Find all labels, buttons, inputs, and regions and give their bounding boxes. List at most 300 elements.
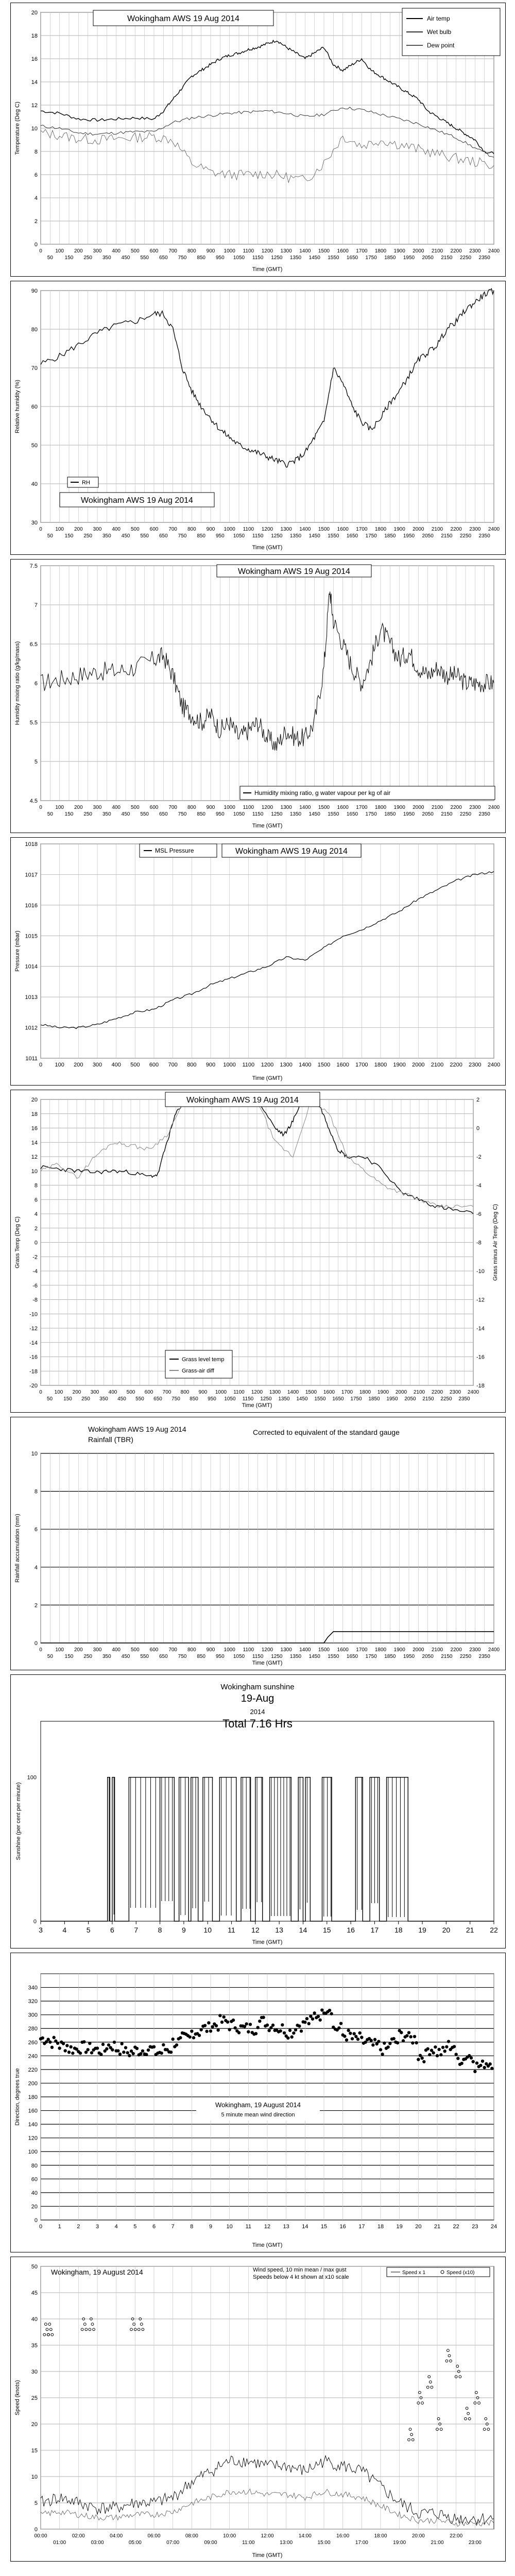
y-tick-label: 90 <box>31 288 38 294</box>
x-tick-label: 1700 <box>341 1389 353 1395</box>
y-tick-label: 280 <box>28 2026 38 2032</box>
x-tick-label: 1650 <box>346 1654 358 1659</box>
wind-direction-point <box>86 2048 89 2051</box>
x-tick-label: 1500 <box>318 248 330 254</box>
x-tick-label: 2350 <box>478 1654 490 1659</box>
x-tick-label: 1000 <box>224 527 235 532</box>
y-tick-label: 20 <box>31 10 38 16</box>
x-axis-label: Time (GMT) <box>252 1660 283 1666</box>
x-tick-label: 450 <box>121 533 130 539</box>
x-tick-label: 350 <box>99 1396 108 1402</box>
wind-direction-point <box>96 2046 99 2049</box>
wind-direction-point <box>379 2048 382 2051</box>
x-axis-label: Time (GMT) <box>252 266 283 273</box>
x-tick-label: 850 <box>197 1654 206 1659</box>
x-tick-label: 14 <box>302 2224 308 2230</box>
wind-direction-point <box>377 2040 380 2043</box>
x-tick-label: 14:00 <box>298 2533 312 2539</box>
x-tick-label: 1750 <box>365 1654 377 1659</box>
x-tick-label: 1400 <box>299 248 311 254</box>
x-tick-label: 21 <box>466 1926 474 1934</box>
wind-direction-point <box>411 2041 414 2044</box>
x-tick-label: 2000 <box>413 1647 424 1653</box>
x-tick-label: 100 <box>55 805 64 810</box>
y-tick-label: 2 <box>34 1225 38 1232</box>
wind-direction-point <box>245 2022 248 2025</box>
x-tick-label: 850 <box>197 811 206 817</box>
wind-direction-point <box>337 2026 340 2029</box>
wind-direction-point <box>400 2031 403 2034</box>
x-tick-label: 150 <box>63 1396 72 1402</box>
x-tick-label: 19 <box>418 1926 426 1934</box>
x-tick-label: 2200 <box>450 248 462 254</box>
y-tick-label: 30 <box>31 520 38 526</box>
x-tick-label: 1850 <box>384 533 396 539</box>
wind-direction-point <box>303 2021 306 2024</box>
wind-direction-point <box>279 2029 282 2032</box>
wind-direction-point <box>266 2024 269 2027</box>
humidity-chart <box>11 281 504 553</box>
y-tick-label: 6 <box>34 1527 38 1533</box>
x-tick-label: 1200 <box>261 527 273 532</box>
x-tick-label: 700 <box>168 527 178 532</box>
wind-direction-point <box>347 2029 350 2032</box>
wind-direction-point <box>456 2057 459 2060</box>
y-tick-label: 4 <box>34 1211 38 1217</box>
y-tick-label: 100 <box>28 2149 38 2156</box>
wind-direction-point <box>101 2043 105 2046</box>
wind-direction-point <box>441 2046 444 2049</box>
x-tick-label: 2100 <box>431 527 443 532</box>
y2-tick-label: -10 <box>476 1268 485 1275</box>
wind-direction-point <box>432 2051 435 2054</box>
x-tick-label: 1450 <box>308 255 320 261</box>
legend-label: Grass level temp <box>182 1357 225 1363</box>
x-tick-label: 2050 <box>404 1396 416 1402</box>
y-tick-label: -4 <box>32 1268 38 1275</box>
wind-direction-point <box>383 2042 386 2045</box>
x-tick-label: 1400 <box>299 527 311 532</box>
x-tick-label: 1900 <box>393 1647 405 1653</box>
x-tick-label: 2250 <box>459 255 472 261</box>
x-tick-label: 600 <box>149 1647 159 1653</box>
y-tick-label: 35 <box>31 2343 38 2349</box>
x-tick-label: 2400 <box>487 1062 501 1068</box>
wind-direction-point <box>428 2053 431 2056</box>
x-tick-label: 1050 <box>224 1396 236 1402</box>
x-tick-label: 16:00 <box>336 2533 350 2539</box>
y-tick-label: 8 <box>34 1182 38 1189</box>
x-tick-label: 1600 <box>337 805 349 810</box>
x-tick-label: 350 <box>102 533 111 539</box>
wind-direction-point <box>351 2037 354 2040</box>
x-tick-label: 50 <box>47 533 53 539</box>
x-tick-label: 1800 <box>374 248 387 254</box>
temperature-chart-panel <box>10 3 506 277</box>
x-tick-label: 8 <box>158 1926 162 1934</box>
x-tick-label: 1900 <box>393 248 405 254</box>
x-tick-label: 600 <box>144 1389 153 1395</box>
x-tick-label: 1850 <box>384 1654 396 1659</box>
x-tick-label: 1200 <box>251 1389 263 1395</box>
x-tick-label: 2300 <box>469 1647 481 1653</box>
x-tick-label: 11:00 <box>242 2540 255 2546</box>
wind-direction-point <box>111 2048 114 2051</box>
x-tick-label: 1800 <box>374 805 387 810</box>
x-tick-label: 2350 <box>478 533 490 539</box>
x-tick-label: 50 <box>47 811 53 817</box>
wind-direction-point <box>152 2045 156 2048</box>
chart-title: Wokingham AWS 19 Aug 2014 <box>81 496 193 505</box>
wind-direction-point <box>145 2053 148 2056</box>
wind-direction-point <box>147 2048 150 2052</box>
x-tick-label: 2050 <box>422 255 434 261</box>
wind-direction-point <box>481 2059 484 2062</box>
chart-title: Wokingham AWS 19 Aug 2014 <box>238 567 350 576</box>
x-tick-label: 20 <box>442 1926 451 1934</box>
chart-total: Total 7.16 Hrs <box>222 1717 293 1730</box>
wind-direction-point <box>141 2049 144 2053</box>
wind-direction-point <box>352 2032 355 2035</box>
x-tick-label: 1350 <box>278 1396 290 1402</box>
x-tick-label: 1950 <box>403 811 415 817</box>
x-tick-label: 20:00 <box>411 2533 425 2539</box>
rainfall-chart-panel <box>10 1417 506 1670</box>
y-tick-label: 5 <box>34 2500 38 2506</box>
y-tick-label: 7.5 <box>29 563 38 569</box>
x-tick-label: 450 <box>121 255 130 261</box>
x-tick-label: 800 <box>187 1062 197 1068</box>
y-tick-label: 180 <box>28 2094 38 2100</box>
x-tick-label: 1000 <box>223 1062 236 1068</box>
x-tick-label: 1300 <box>280 805 292 810</box>
wind-direction-point <box>58 2046 61 2049</box>
y-tick-label: 60 <box>31 2176 38 2183</box>
x-tick-label: 4 <box>114 2224 118 2230</box>
x-tick-label: 2250 <box>440 1396 452 1402</box>
wind-direction-point <box>286 2037 289 2040</box>
plot-area <box>41 1721 494 1921</box>
wind-direction-point <box>209 2029 212 2032</box>
y2-axis-label: Grass minus Air Temp (Deg C) <box>492 1204 499 1281</box>
x-tick-label: 10 <box>226 2224 233 2230</box>
wind-direction-point <box>488 2062 491 2065</box>
x-tick-label: 750 <box>178 255 187 261</box>
humidity-chart-panel <box>10 281 506 555</box>
x-tick-label: 400 <box>108 1389 117 1395</box>
y-axis-label: Direction, degrees true <box>14 2068 21 2126</box>
x-tick-label: 17 <box>358 2224 365 2230</box>
y-tick-label: -20 <box>29 1383 38 1389</box>
wind-direction-point <box>426 2047 429 2050</box>
x-tick-label: 1450 <box>296 1396 308 1402</box>
x-tick-label: 2350 <box>478 811 490 817</box>
wind-direction-point <box>175 2043 178 2046</box>
x-tick-label: 1250 <box>271 1654 283 1659</box>
x-tick-label: 2350 <box>458 1396 470 1402</box>
x-tick-label: 03:00 <box>91 2540 104 2546</box>
x-tick-label: 750 <box>171 1396 180 1402</box>
x-tick-label: 100 <box>55 527 64 532</box>
x-tick-label: 1700 <box>356 805 368 810</box>
y-tick-label: 4 <box>34 1564 38 1571</box>
x-tick-label: 1000 <box>215 1389 227 1395</box>
x-tick-label: 750 <box>178 811 187 817</box>
wind-direction-point <box>343 2035 346 2038</box>
x-tick-label: 1400 <box>299 1647 311 1653</box>
y-tick-label: 50 <box>31 2264 38 2270</box>
wind-direction-point <box>82 2040 85 2043</box>
x-tick-label: 0 <box>39 2224 43 2230</box>
pressure-chart-panel <box>10 837 506 1086</box>
wind-direction-point <box>271 2024 274 2027</box>
x-tick-label: 1200 <box>261 1062 274 1068</box>
x-tick-label: 1550 <box>314 1396 326 1402</box>
x-tick-label: 50 <box>47 255 53 261</box>
x-tick-label: 1900 <box>393 1062 406 1068</box>
chart-note: Speeds below 4 kt shown at x10 scale <box>253 2274 349 2280</box>
x-tick-label: 950 <box>208 1396 216 1402</box>
wind-direction-point <box>262 2016 265 2019</box>
x-tick-label: 1000 <box>224 248 235 254</box>
wind-direction-point <box>313 2011 316 2014</box>
wind-direction-point <box>254 2032 258 2035</box>
y-tick-label: 80 <box>31 327 38 333</box>
wind-direction-point <box>402 2039 405 2042</box>
y-tick-label: 300 <box>28 2012 38 2019</box>
x-tick-label: 900 <box>206 805 215 810</box>
x-tick-label: 1900 <box>377 1389 389 1395</box>
x-tick-label: 1350 <box>289 1654 302 1659</box>
wind-direction-point <box>288 2029 291 2032</box>
x-tick-label: 500 <box>130 1062 140 1068</box>
x-tick-label: 1100 <box>242 1062 255 1068</box>
x-tick-label: 2200 <box>450 1062 462 1068</box>
x-tick-label: 2250 <box>459 811 472 817</box>
wind-direction-point <box>258 2020 261 2023</box>
y-tick-label: 220 <box>28 2066 38 2073</box>
x-tick-label: 11 <box>245 2224 252 2230</box>
x-tick-label: 17 <box>370 1926 379 1934</box>
rainfall-chart <box>11 1417 504 1669</box>
temperature-chart <box>11 3 504 275</box>
wind-direction-point <box>228 2028 231 2031</box>
wind-direction-point <box>56 2042 59 2045</box>
x-tick-label: 1250 <box>271 811 283 817</box>
y-tick-label: 0 <box>33 1919 37 1925</box>
wind-direction-point <box>422 2060 425 2063</box>
y-tick-label: -8 <box>32 1297 38 1303</box>
wind-direction-point <box>126 2051 129 2054</box>
x-tick-label: 10 <box>203 1926 212 1934</box>
x-tick-label: 21:00 <box>431 2540 444 2546</box>
x-tick-label: 600 <box>149 248 159 254</box>
wind-direction-point <box>105 2047 108 2050</box>
wind-direction-point <box>190 2029 193 2032</box>
wind-direction-point <box>203 2024 207 2027</box>
x-tick-label: 650 <box>159 255 168 261</box>
wind-direction-point <box>122 2050 125 2054</box>
x-tick-label: 23 <box>472 2224 478 2230</box>
wind-direction-point <box>434 2045 437 2048</box>
x-tick-label: 04:00 <box>110 2533 123 2539</box>
x-tick-label: 1750 <box>365 255 377 261</box>
x-tick-label: 2050 <box>422 1654 434 1659</box>
y-axis-label: Humidity mixing ratio (g/kg/mass) <box>14 641 21 725</box>
x-tick-label: 0 <box>39 527 42 532</box>
y-tick-label: 7 <box>34 602 38 608</box>
x-tick-label: 200 <box>74 248 83 254</box>
wind-direction-point <box>249 2023 252 2026</box>
x-tick-label: 200 <box>74 1062 83 1068</box>
y-tick-label: 50 <box>31 443 38 449</box>
x-tick-label: 2200 <box>450 805 462 810</box>
y2-tick-label: 2 <box>476 1097 480 1103</box>
wind-direction-point <box>453 2045 456 2048</box>
x-tick-label: 1700 <box>356 527 368 532</box>
x-tick-label: 850 <box>197 255 206 261</box>
y-tick-label: 6.5 <box>29 641 38 648</box>
y-tick-label: 40 <box>31 481 38 487</box>
x-tick-label: 2000 <box>413 527 424 532</box>
wind-direction-point <box>317 2015 320 2018</box>
x-tick-label: 22:00 <box>450 2533 463 2539</box>
wind-direction-point <box>330 2012 333 2015</box>
x-tick-label: 1500 <box>318 527 330 532</box>
x-tick-label: 1000 <box>224 805 235 810</box>
wind-direction-point <box>99 2053 102 2056</box>
y-tick-label: 0 <box>34 1640 38 1647</box>
wind-direction-point <box>226 2020 229 2023</box>
y-tick-label: 18 <box>31 33 38 39</box>
wind-direction-point <box>300 2029 303 2032</box>
y-tick-label: 6 <box>34 1197 38 1204</box>
x-tick-label: 2100 <box>431 248 443 254</box>
y2-tick-label: -18 <box>476 1383 485 1389</box>
wind-direction-point <box>207 2021 210 2024</box>
y-tick-label: 0 <box>34 2527 38 2533</box>
x-tick-label: 950 <box>215 1654 225 1659</box>
wind-direction-point <box>211 2025 214 2028</box>
wind-direction-point <box>437 2048 440 2051</box>
x-tick-label: 200 <box>74 805 83 810</box>
x-tick-label: 2300 <box>449 1389 461 1395</box>
y-tick-label: 4 <box>34 195 38 201</box>
wind-direction-point <box>71 2052 74 2055</box>
x-tick-label: 1600 <box>337 1647 349 1653</box>
x-tick-label: 2050 <box>422 533 434 539</box>
x-tick-label: 1050 <box>233 255 245 261</box>
x-tick-label: 300 <box>92 1062 102 1068</box>
x-tick-label: 1000 <box>224 1647 235 1653</box>
wind-direction-point <box>445 2045 448 2048</box>
chart-title: Wokingham sunshine <box>220 1683 295 1691</box>
x-tick-label: 18:00 <box>374 2533 387 2539</box>
wind-direction-point <box>392 2037 395 2040</box>
wind-direction-point <box>373 2038 376 2041</box>
x-tick-label: 50 <box>47 1654 53 1659</box>
x-tick-label: 700 <box>168 248 178 254</box>
y-tick-label: 320 <box>28 1998 38 2005</box>
chart-year: 2014 <box>250 1708 265 1716</box>
x-tick-label: 15 <box>320 2224 328 2230</box>
x-tick-label: 1400 <box>299 805 311 810</box>
y-tick-label: 260 <box>28 2039 38 2046</box>
x-tick-label: 1100 <box>243 805 254 810</box>
y-tick-label: 1015 <box>25 933 38 940</box>
x-tick-label: 950 <box>215 811 225 817</box>
x-tick-label: 650 <box>159 811 168 817</box>
x-tick-label: 17:00 <box>355 2540 368 2546</box>
y-tick-label: -18 <box>29 1368 38 1375</box>
x-tick-label: 500 <box>130 1647 140 1653</box>
x-tick-label: 100 <box>54 1389 63 1395</box>
chart-title: Wokingham AWS 19 Aug 2014 <box>127 14 239 23</box>
x-tick-label: 15 <box>323 1926 331 1934</box>
y-tick-label: 20 <box>31 2421 38 2428</box>
x-tick-label: 2000 <box>413 805 424 810</box>
y-tick-label: 1013 <box>25 994 38 1001</box>
x-tick-label: 1050 <box>233 533 245 539</box>
y-tick-label: 1017 <box>25 872 38 878</box>
y-tick-label: 40 <box>31 2316 38 2323</box>
x-tick-label: 1750 <box>350 1396 362 1402</box>
y-tick-label: 120 <box>28 2135 38 2142</box>
x-tick-label: 0 <box>39 1647 42 1653</box>
x-tick-label: 3 <box>95 2224 99 2230</box>
legend-label: Speed x 1 <box>402 2270 426 2276</box>
x-tick-label: 800 <box>187 1647 196 1653</box>
wind-direction-point <box>88 2042 91 2045</box>
x-tick-label: 08:00 <box>185 2533 198 2539</box>
y-tick-label: 25 <box>31 2395 38 2401</box>
wind-direction-point <box>220 2021 224 2024</box>
x-tick-label: 1350 <box>289 255 302 261</box>
x-tick-label: 16 <box>339 2224 346 2230</box>
wind-direction-point <box>349 2031 352 2035</box>
wind-direction-point <box>69 2045 72 2048</box>
wind-direction-point <box>417 2058 420 2061</box>
x-tick-label: 1800 <box>374 527 387 532</box>
wind-direction-point <box>360 2036 363 2039</box>
chart-date: 19-Aug <box>241 1693 274 1704</box>
x-tick-label: 13:00 <box>280 2540 293 2546</box>
legend-label: RH <box>82 480 90 486</box>
x-tick-label: 1050 <box>233 1654 245 1659</box>
x-tick-label: 1850 <box>384 255 396 261</box>
x-tick-label: 01:00 <box>53 2540 66 2546</box>
x-tick-label: 900 <box>206 1647 215 1653</box>
wind-direction-point <box>139 2052 142 2055</box>
y-axis-label: Temperature (Deg C) <box>14 101 21 155</box>
wind-direction-point <box>222 2015 225 2019</box>
x-tick-label: 0 <box>39 1389 42 1395</box>
wind-direction-point <box>198 2033 201 2037</box>
wind-direction-point <box>339 2022 342 2025</box>
x-tick-label: 300 <box>93 1647 102 1653</box>
x-tick-label: 200 <box>72 1389 81 1395</box>
x-tick-label: 23:00 <box>468 2540 482 2546</box>
x-tick-label: 1700 <box>356 248 368 254</box>
x-tick-label: 2100 <box>413 1389 425 1395</box>
x-tick-label: 1300 <box>280 1647 292 1653</box>
x-tick-label: 12 <box>251 1926 260 1934</box>
x-tick-label: 550 <box>140 533 149 539</box>
x-tick-label: 2150 <box>441 533 453 539</box>
x-tick-label: 1550 <box>328 533 339 539</box>
y-tick-label: 6 <box>34 172 38 178</box>
x-tick-label: 1150 <box>252 811 264 817</box>
